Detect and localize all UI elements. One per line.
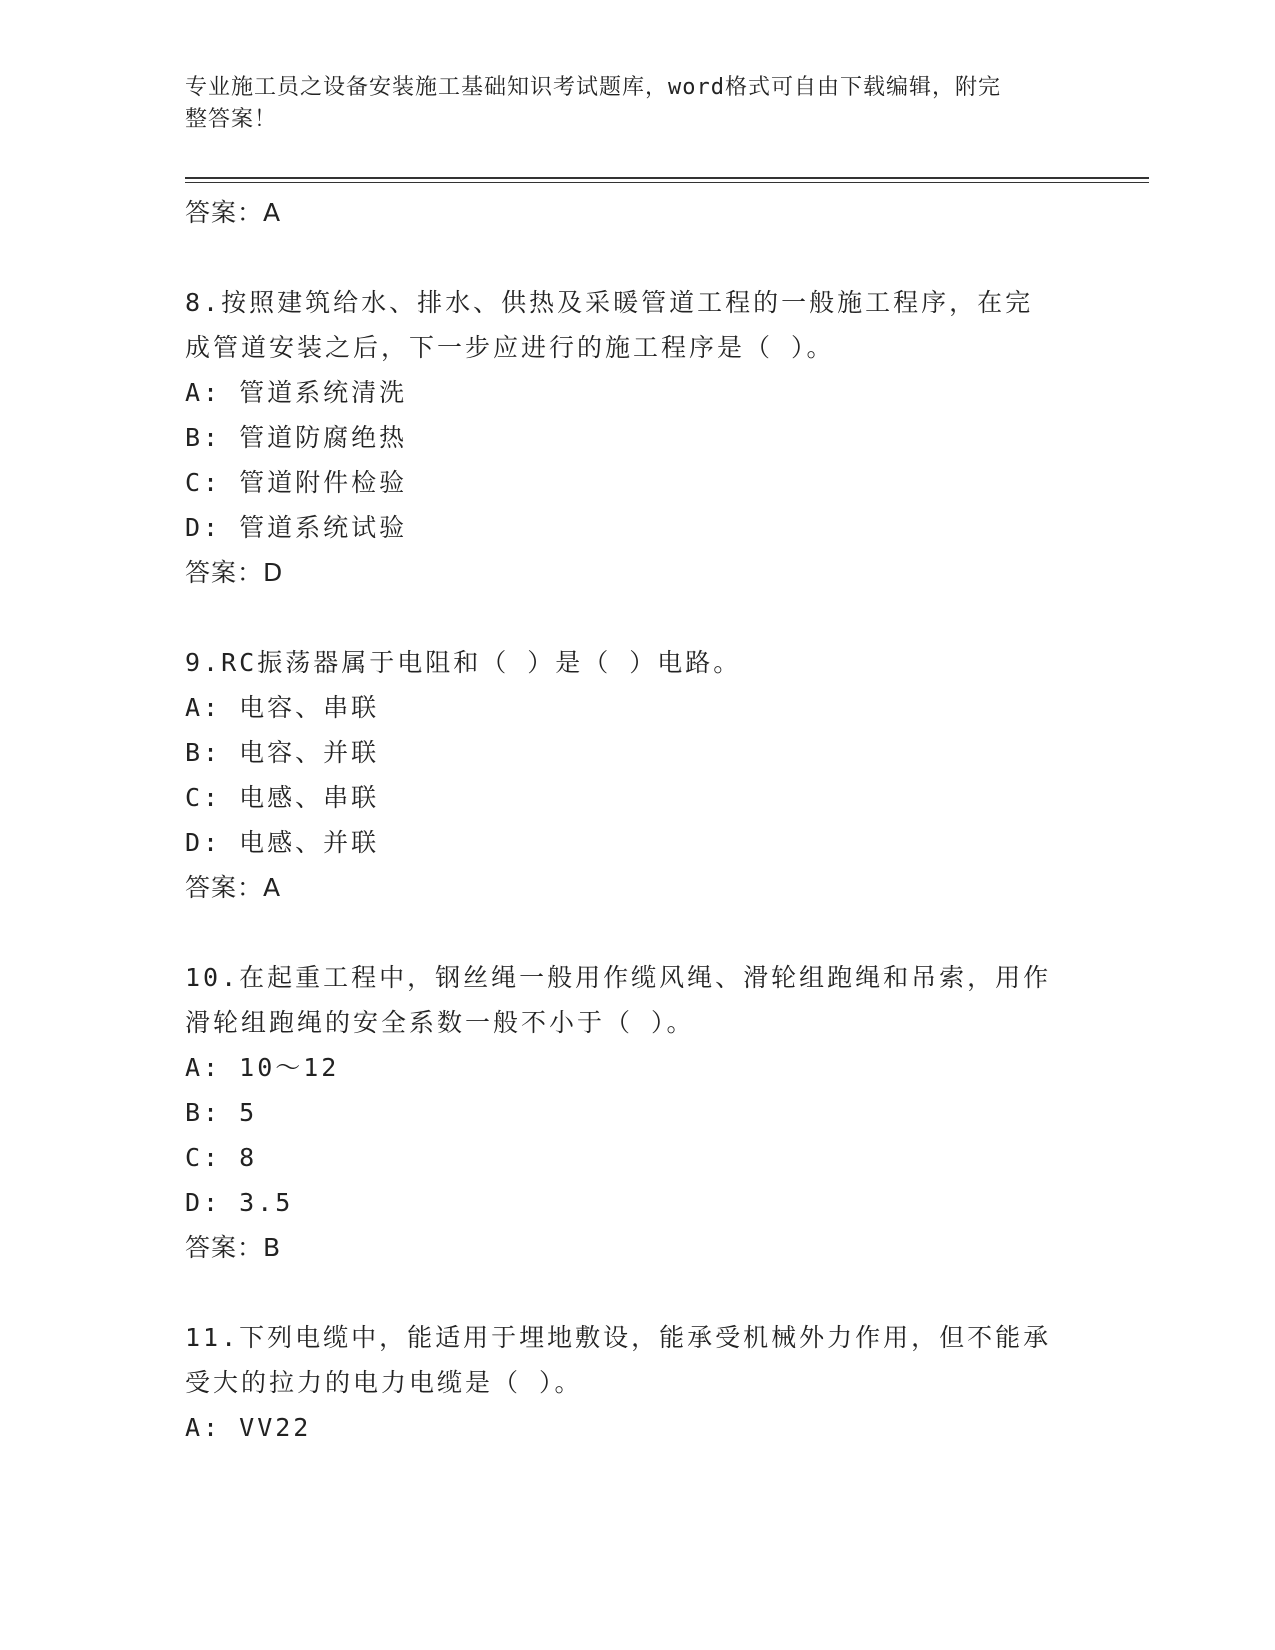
option-b: B: 电容、并联	[185, 738, 380, 767]
option-d: D: 3.5	[185, 1188, 294, 1217]
option-a: A: VV22	[185, 1413, 312, 1442]
question-11	[185, 1315, 1085, 1450]
option-c: C: 电感、串联	[185, 783, 380, 812]
question-list	[185, 190, 1085, 1450]
answer: 答案：B	[185, 1233, 282, 1262]
option-d: D: 管道系统试验	[185, 513, 408, 542]
question-text-line: 9.RC振荡器属于电阻和（ ）是（ ）电路。	[185, 648, 742, 677]
option-b: B: 5	[185, 1098, 258, 1127]
option-a: A: 电容、串联	[185, 693, 380, 722]
option-d: D: 电感、并联	[185, 828, 380, 857]
option-b: B: 管道防腐绝热	[185, 423, 408, 452]
question-text-line: 成管道安装之后，下一步应进行的施工程序是（ ）。	[185, 333, 835, 362]
answer-prev: 答案：A	[185, 198, 282, 227]
document-header	[185, 72, 1065, 136]
header-line-2: 整答案！	[185, 107, 278, 132]
question-text-line: 11.下列电缆中，能适用于埋地敷设，能承受机械外力作用，但不能承	[185, 1323, 1052, 1352]
header-divider-thick	[185, 177, 1149, 179]
answer: 答案：D	[185, 558, 284, 587]
option-c: C: 8	[185, 1143, 258, 1172]
header-line-1: 专业施工员之设备安装施工基础知识考试题库，word格式可自由下载编辑，附完	[185, 75, 1001, 100]
question-text-line: 滑轮组跑绳的安全系数一般不小于（ ）。	[185, 1008, 695, 1037]
option-c: C: 管道附件检验	[185, 468, 408, 497]
question-10	[185, 955, 1085, 1270]
question-text-line: 10.在起重工程中，钢丝绳一般用作缆风绳、滑轮组跑绳和吊索，用作	[185, 963, 1052, 992]
header-divider-thin	[185, 182, 1149, 183]
question-9	[185, 640, 1085, 910]
option-a: A: 管道系统清洗	[185, 378, 408, 407]
option-a: A: 10～12	[185, 1053, 340, 1082]
question-8	[185, 280, 1085, 595]
question-text-line: 受大的拉力的电力电缆是（ ）。	[185, 1368, 583, 1397]
answer: 答案：A	[185, 873, 282, 902]
question-text-line: 8.按照建筑给水、排水、供热及采暖管道工程的一般施工程序，在完	[185, 288, 1034, 317]
